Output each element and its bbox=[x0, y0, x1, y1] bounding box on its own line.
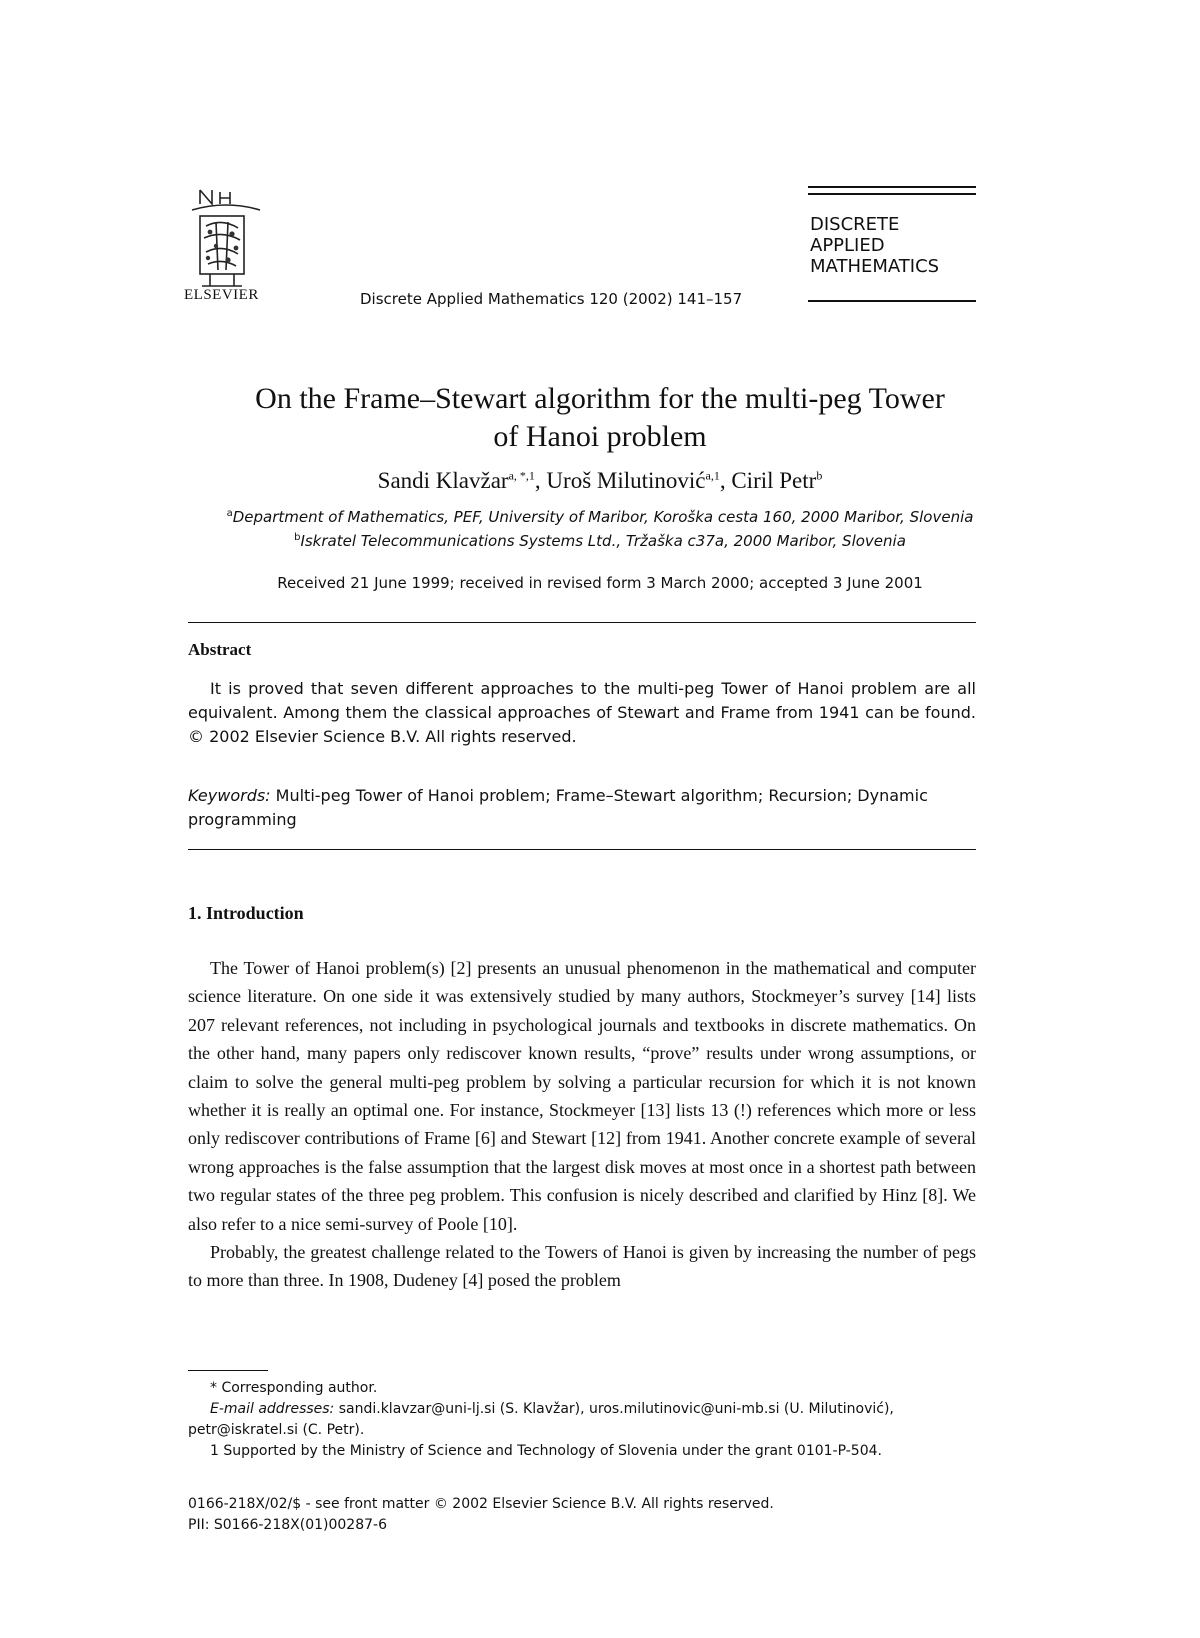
author-list: Sandi Klavžar$^{a, *,1}$, Uroš Milutinović$^{a,1}$, Ciril Petr$^b$ bbox=[377, 468, 823, 493]
author-name: Uroš Milutinović bbox=[546, 468, 706, 493]
footnote-rule bbox=[188, 1370, 268, 1371]
affiliation-text: Iskratel Telecommunications Systems Ltd., Tržaška c37a, 2000 Maribor, Slovenia bbox=[300, 532, 906, 550]
journal-box-rule bbox=[808, 300, 976, 302]
keywords bbox=[188, 784, 976, 832]
section-heading: 1. Introduction bbox=[188, 903, 304, 923]
paragraph: Probably, the greatest challenge related to the Towers of Hanoi is given by increasing the number of pegs to more than three. In 1908, Dudeney [4] posed the problem bbox=[188, 1242, 976, 1291]
section-body bbox=[188, 954, 976, 1295]
paper-title bbox=[0, 380, 1200, 456]
author-name: Ciril Petr bbox=[731, 468, 817, 493]
author-affiliation-mark: b bbox=[816, 468, 823, 483]
journal-name bbox=[810, 214, 939, 277]
publisher-logo-text: ELSEVIER bbox=[184, 287, 259, 303]
journal-box-rule bbox=[808, 193, 976, 195]
email-text: sandi.klavzar@uni-lj.si (S. Klavžar), uros.milutinovic@uni-mb.si (U. Milutinović), petr@iskratel.si (C. Petr). bbox=[188, 1401, 894, 1438]
keywords-label: Keywords: bbox=[188, 786, 271, 805]
affiliation-mark: b bbox=[294, 532, 301, 543]
footnote-emails bbox=[188, 1399, 976, 1441]
journal-name-line: DISCRETE bbox=[810, 214, 900, 235]
affiliation bbox=[0, 532, 1200, 550]
received-dates: Received 21 June 1999; received in revised form 3 March 2000; accepted 3 June 2001 bbox=[277, 574, 923, 592]
email-label: E-mail addresses: bbox=[210, 1401, 335, 1417]
journal-box-rule bbox=[808, 186, 976, 188]
journal-reference: Discrete Applied Mathematics 120 (2002) 141–157 bbox=[360, 290, 743, 308]
copyright-block bbox=[188, 1494, 774, 1536]
affiliation-text: Department of Mathematics, PEF, University of Maribor, Koroška cesta 160, 2000 Maribor, Slovenia bbox=[232, 508, 974, 526]
title-line: of Hanoi problem bbox=[493, 420, 707, 453]
author-affiliation-mark: a, *,1 bbox=[508, 468, 535, 483]
footnote-corresponding: * Corresponding author. bbox=[210, 1380, 378, 1396]
pii-line: PII: S0166-218X(01)00287-6 bbox=[188, 1517, 387, 1533]
journal-name-line: MATHEMATICS bbox=[810, 256, 940, 277]
divider bbox=[188, 849, 976, 850]
journal-name-line: APPLIED bbox=[810, 235, 885, 256]
paragraph: The Tower of Hanoi problem(s) [2] presents an unusual phenomenon in the mathematical and computer science literature. On one side it was extensively studied by many authors, Stockmeyer’s survey [14] lists 207 relevant references, not including in psychological journals and textbooks in discrete mathematics. On the other hand, many papers only rediscover known results, “prove” results under wrong assumptions, or claim to solve the general multi-peg problem by solving a particular recursion for which it is not known whether it is really an optimal one. For instance, Stockmeyer [13] lists 13 (!) references which more or less only rediscover contributions of Frame [6] and Stewart [12] from 1941. Another concrete example of several wrong approaches is the false assumption that the largest disk moves at most once in a shortest path between two regular states of the three peg problem. This confusion is nicely described and clarified by Hinz [8]. We also refer to a nice semi-survey of Poole [10]. bbox=[188, 958, 976, 1234]
footnotes bbox=[188, 1378, 976, 1462]
elsevier-tree-logo bbox=[186, 186, 266, 298]
divider bbox=[188, 622, 976, 623]
abstract-text: It is proved that seven different approaches to the multi-peg Tower of Hanoi problem are all equivalent. Among them the classical approaches of Stewart and Frame from 1941 can be found. © 2002 Elsevier Science B.V. All rights reserved. bbox=[188, 679, 976, 746]
abstract-heading: Abstract bbox=[188, 640, 252, 659]
affiliation-mark: a bbox=[226, 508, 233, 519]
author-name: Sandi Klavžar bbox=[377, 468, 509, 493]
copyright-line: 0166-218X/02/$ - see front matter © 2002 Elsevier Science B.V. All rights reserved. bbox=[188, 1496, 774, 1512]
keywords-text: Multi-peg Tower of Hanoi problem; Frame–Stewart algorithm; Recursion; Dynamic programming bbox=[188, 786, 928, 829]
affiliation bbox=[0, 508, 1200, 526]
title-line: On the Frame–Stewart algorithm for the multi-peg Tower bbox=[255, 382, 945, 415]
journal-title-box bbox=[808, 186, 976, 306]
footnote-support: 1 Supported by the Ministry of Science and Technology of Slovenia under the grant 0101-P-504. bbox=[210, 1443, 882, 1459]
author-affiliation-mark: a,1 bbox=[705, 468, 720, 483]
